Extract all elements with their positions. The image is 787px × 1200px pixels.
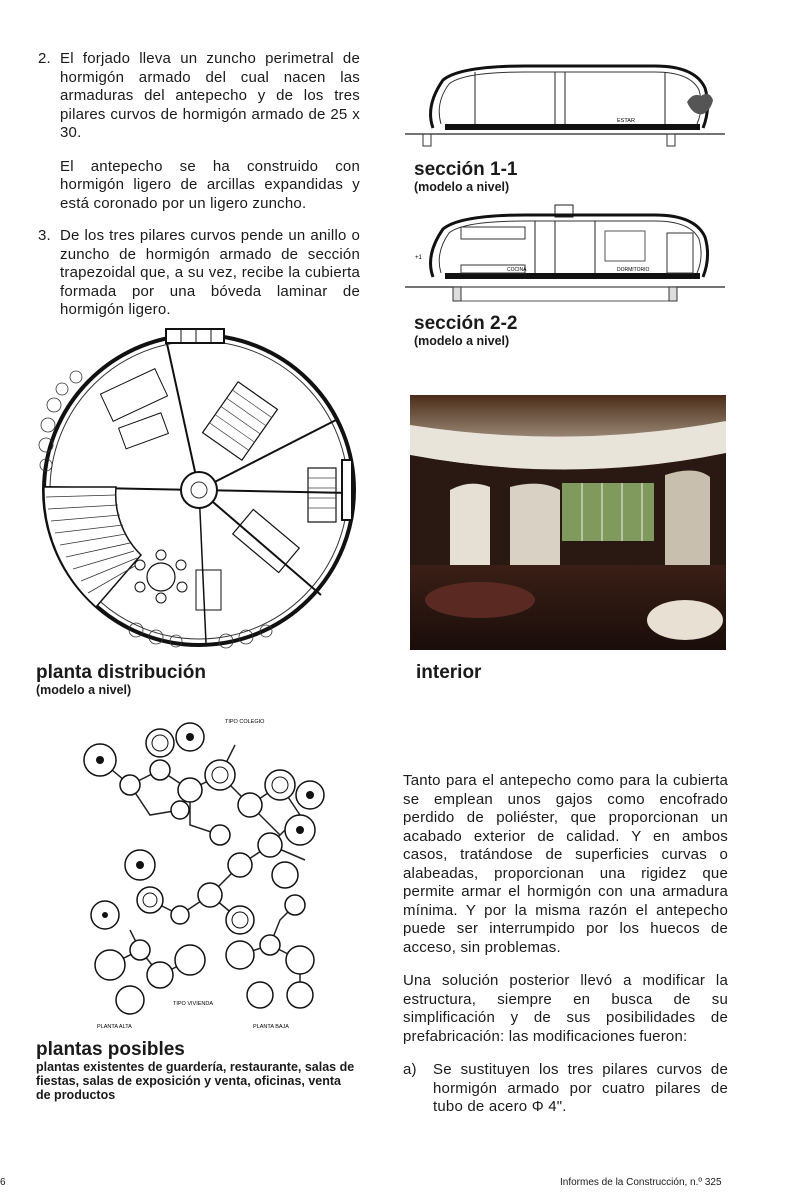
possible-plans-drawing (70, 715, 370, 1035)
interior-caption: interior (416, 662, 482, 683)
possible-plans-caption (36, 1040, 356, 1102)
caption-subtitle: (modelo a nivel) (414, 180, 510, 194)
section-1-1-drawing (405, 58, 725, 153)
text-column-bottom (403, 772, 728, 1117)
plan-label-alta: PLANTA ALTA (97, 1024, 132, 1030)
section-label-estar: ESTAR (617, 118, 635, 124)
item-number: a) (403, 1061, 417, 1078)
caption-title: sección 1-1 (414, 159, 518, 180)
page-number: 6 (0, 1177, 6, 1188)
section-label-dormitorio: DORMITORIO (617, 267, 650, 273)
section-2-2-caption (414, 314, 518, 348)
list-item-2 (30, 50, 360, 143)
paragraph: Tanto para el antepecho como para la cubierta se emplean unos gajos como encofrado perdido de poliéster, que proporcionan un acabado exterior de calidad. Y en ambos casos, tratándose de superficies curvas o alabeadas, proporcionan una rigidez que permite armar el hormigón con una armadura mínima. Y por la misma razón el antepecho puede ser interrumpido por los huecos de acceso, sin problemas. (403, 772, 728, 956)
caption-title: planta distribución (36, 662, 206, 683)
caption-title: plantas posibles (36, 1039, 185, 1060)
interior-photo (410, 395, 726, 650)
journal-footer: Informes de la Construcción, n.º 325 (560, 1177, 722, 1188)
floor-plan-caption (36, 663, 206, 697)
item-text: De los tres pilares curvos pende un anillo o zuncho de hormigón armado de sección trapezoidal que, a su vez, recibe la cubierta formada por una bóveda laminar de hormigón ligero. (60, 227, 360, 318)
paragraph: El antepecho se ha construido con hormigón ligero de arcillas expandidas y está coronado por un ligero zuncho. (60, 157, 360, 212)
plan-label-colegio: TIPO COLEGIO (225, 719, 265, 725)
caption-subtitle: (modelo a nivel) (414, 334, 510, 348)
paragraph: Una solución posterior llevó a modificar la estructura, siempre en busca de su simplificación y de sus posibilidades de prefabricación: las modificaciones fueron: (403, 972, 728, 1045)
plan-label-vivienda: TIPO VIVIENDA (173, 1001, 214, 1007)
plan-label-baja: PLANTA BAJA (253, 1024, 289, 1030)
section-label-level: +1 (415, 255, 422, 261)
floor-plan-drawing (36, 325, 366, 660)
list-item-a (403, 1061, 728, 1117)
item-text: El forjado lleva un zuncho perimetral de hormigón armado del cual nacen las armaduras del antepecho y de los tres pilares curvos de hormigón armado de 25 x 30. (60, 50, 360, 141)
caption-title: sección 2-2 (414, 313, 518, 334)
item-number: 3. (38, 227, 51, 244)
section-1-1-caption (414, 160, 518, 194)
caption-subtitle: (modelo a nivel) (36, 683, 132, 697)
list-item-3 (30, 227, 360, 320)
item-text: Se sustituyen los tres pilares curvos de hormigón armado por cuatro pilares de tubo de acero Φ 4". (433, 1061, 728, 1115)
caption-subtitle: plantas existentes de guardería, restaurante, salas de fiestas, salas de exposición y venta, oficinas, venta de productos (36, 1060, 355, 1102)
item-number: 2. (38, 50, 51, 67)
section-2-2-drawing (405, 203, 725, 308)
section-label-cocina: COCINA (507, 267, 527, 273)
text-column-top (30, 50, 360, 320)
